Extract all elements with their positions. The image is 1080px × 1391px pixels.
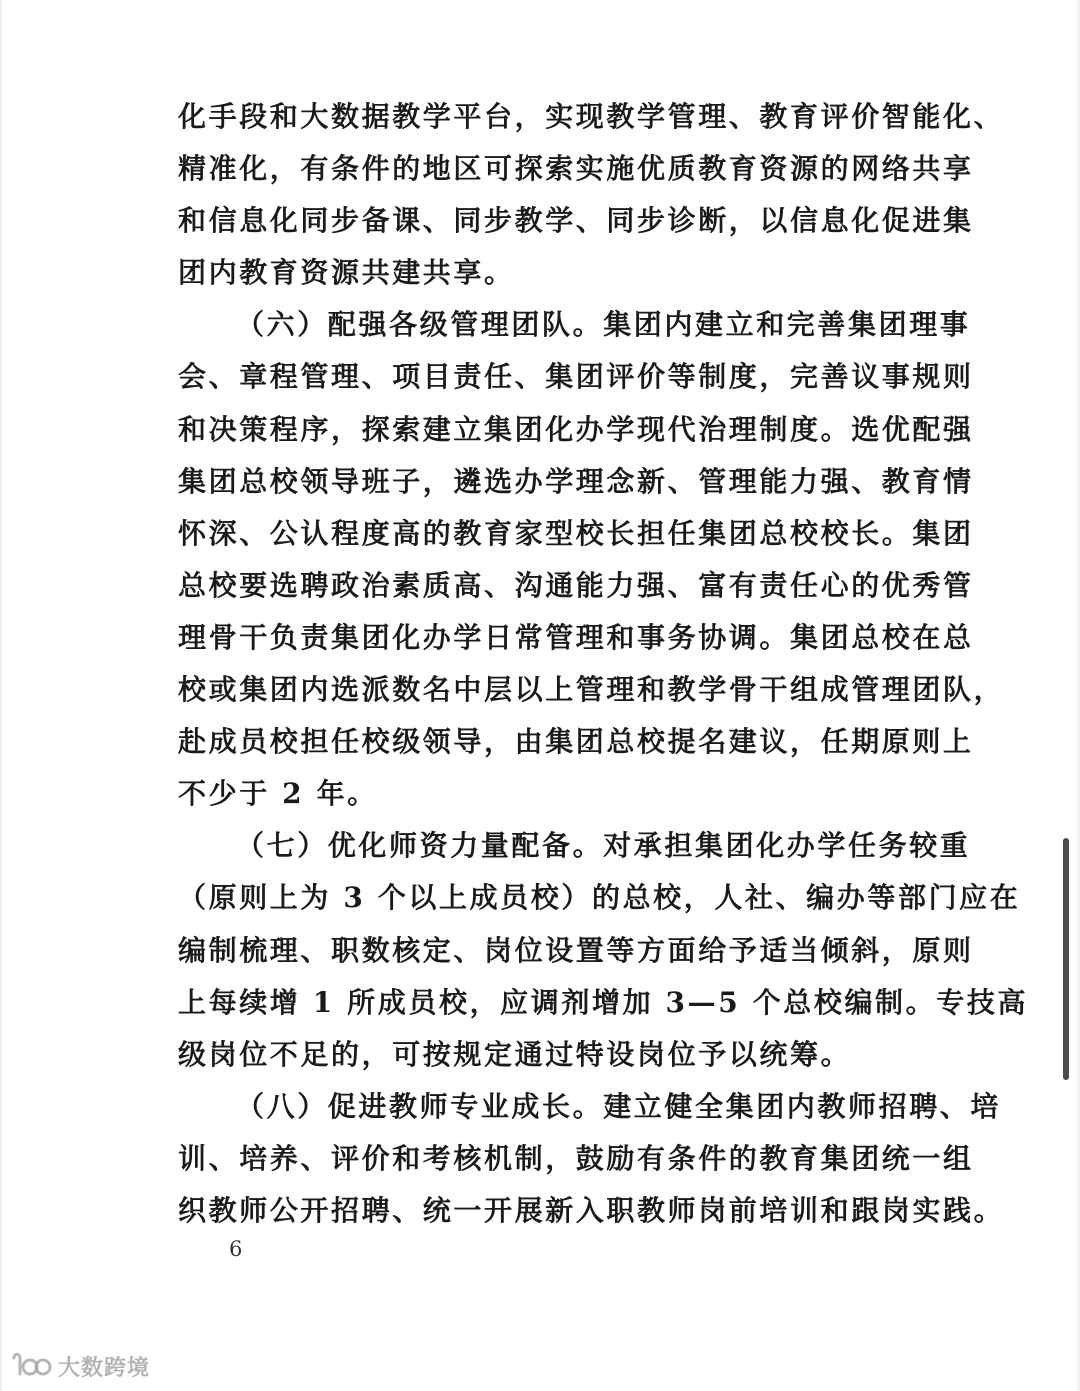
text-line: 化手段和大数据教学平台，实现教学管理、教育评价智能化、: [178, 100, 1005, 133]
text-span: 建立健全集团内教师招聘、培: [603, 1089, 1002, 1123]
text-line: 集团总校领导班子，遴选办学理念新、管理能力强、教育情: [178, 464, 974, 498]
text-line: （原则上为 3 个以上成员校）的总校，人社、编办等部门应在: [178, 881, 1021, 915]
text-line: 不少于 2 年。: [178, 777, 378, 811]
brand-logo-icon: [10, 1350, 52, 1382]
page-number: 6: [229, 1237, 243, 1261]
viewer-edge-left: [0, 0, 2, 1391]
document-body: [178, 91, 1029, 1237]
text-line: [178, 820, 971, 872]
text-line: 和决策程序，探索建立集团化办学现代治理制度。选优配强: [178, 412, 974, 446]
watermark: [10, 1348, 150, 1384]
text-line: 训、培养、评价和考核机制，鼓励有条件的教育集团统一组: [178, 1141, 974, 1175]
text-line: 会、章程管理、项目责任、集团评价等制度，完善议事规则: [178, 360, 974, 394]
text-line: 编制梳理、职数核定、岗位设置等方面给予适当倾斜，原则: [178, 933, 974, 967]
text-line: [178, 299, 971, 351]
text-line: 精准化，有条件的地区可探索实施优质教育资源的网络共享: [178, 152, 974, 186]
text-line: 赴成员校担任校级领导，由集团总校提名建议，任期原则上: [178, 725, 974, 759]
document-page: [20, 0, 1058, 1391]
text-line: 总校要选聘政治素质高、沟通能力强、富有责任心的优秀管: [178, 568, 974, 602]
scrollbar-thumb[interactable]: [1063, 838, 1069, 1080]
text-line: 团内教育资源共建共享。: [178, 256, 515, 290]
section-heading: （七）优化师资力量配备。: [236, 829, 604, 863]
text-span: 集团内建立和完善集团理事: [603, 308, 971, 342]
text-line: 理骨干负责集团化办学日常管理和事务协调。集团总校在总: [178, 620, 974, 654]
text-line: 怀深、公认程度高的教育家型校长担任集团总校校长。集团: [178, 516, 974, 550]
text-line: 级岗位不足的，可按规定通过特设岗位予以统筹。: [178, 1037, 852, 1071]
text-line: [178, 1081, 1002, 1133]
section-heading: （八）促进教师专业成长。: [236, 1089, 604, 1123]
text-line: 和信息化同步备课、同步教学、同步诊断，以信息化促进集: [178, 204, 974, 238]
text-span: 对承担集团化办学任务较重: [603, 829, 971, 863]
section-heading: （六）配强各级管理团队。: [236, 308, 604, 342]
text-line: 织教师公开招聘、统一开展新入职教师岗前培训和跟岗实践。: [178, 1193, 1005, 1227]
text-line: 校或集团内选派数名中层以上管理和教学骨干组成管理团队，: [178, 673, 1005, 707]
text-line: 上每续增 1 所成员校，应调剂增加 3—5 个总校编制。专技高: [178, 985, 1029, 1019]
watermark-text: 大数跨境: [58, 1355, 151, 1381]
